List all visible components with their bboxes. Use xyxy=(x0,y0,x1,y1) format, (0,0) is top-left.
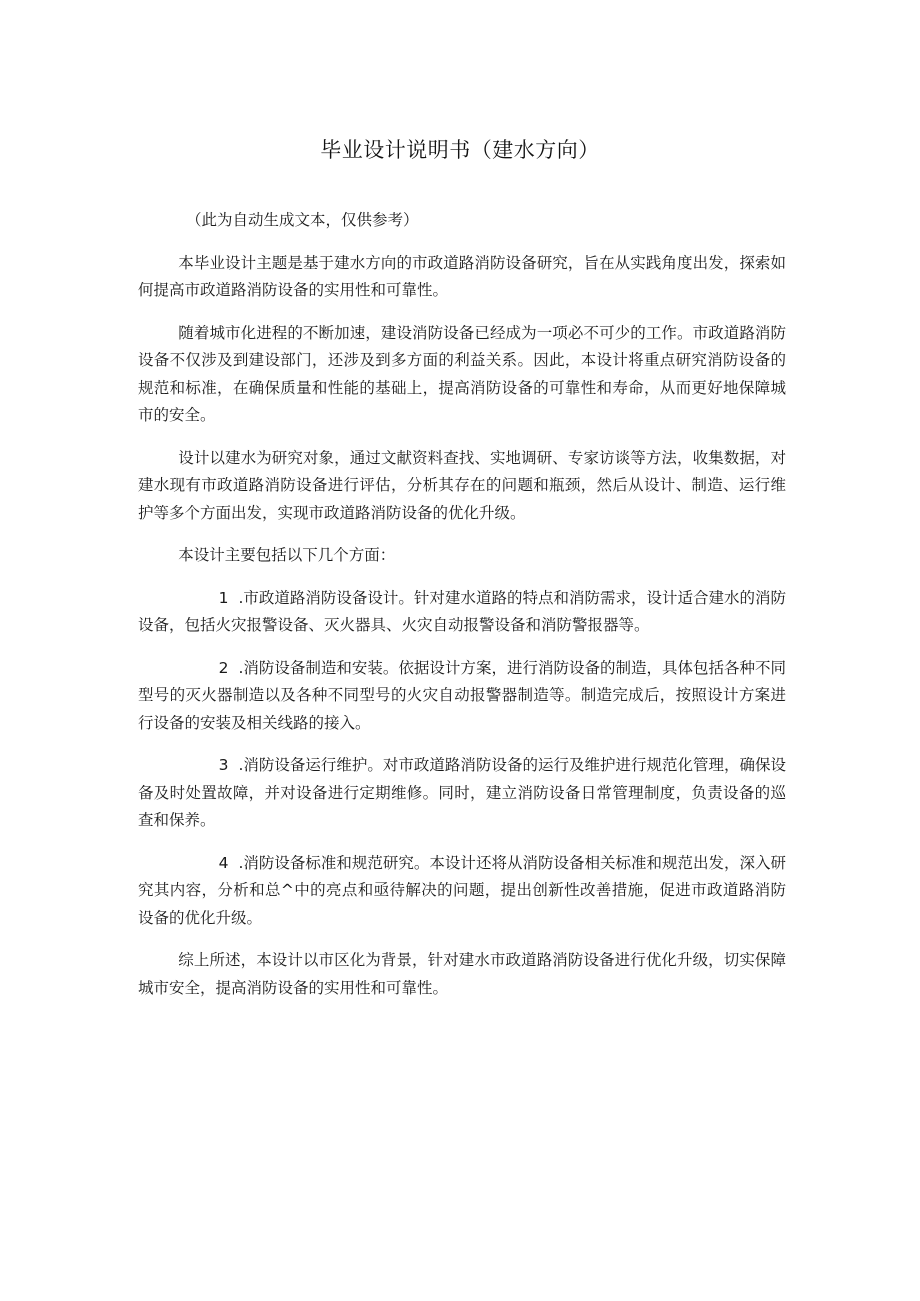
list-item-text: .消防设备标准和规范研究。本设计还将从消防设备相关标准和规范出发，深入研究其内容，分析和总^中的亮点和亟待解决的问题，提出创新性改善措施，促进市政道路消防设备的优化升级。 xyxy=(138,853,786,927)
generated-text-note: （此为自动生成文本，仅供参考） xyxy=(186,211,419,229)
paragraph-conclusion: 综上所述，本设计以市区化为背景，针对建水市政道路消防设备进行优化升级，切实保障城市安全，提高消防设备的实用性和可靠性。 xyxy=(138,951,786,997)
paragraph-background: 随着城市化进程的不断加速，建设消防设备已经成为一项必不可少的工作。市政道路消防设备不仅涉及到建设部门，还涉及到多方面的利益关系。因此，本设计将重点研究消防设备的规范和标准，在确保质量和性能的基础上，提高消防设备的可靠性和寿命，从而更好地保障城市的安全。 xyxy=(138,323,786,424)
document-title: 毕业设计说明书（建水方向） xyxy=(320,138,600,162)
list-item-1 xyxy=(138,585,786,640)
paragraph-intro: 本毕业设计主题是基于建水方向的市政道路消防设备研究，旨在从实践角度出发，探索如何提高市政道路消防设备的实用性和可靠性。 xyxy=(138,253,786,299)
list-item-text: .消防设备运行维护。对市政道路消防设备的运行及维护进行规范化管理，确保设备及时处置故障，并对设备进行定期维修。同时，建立消防设备日常管理制度，负责设备的巡查和保养。 xyxy=(138,756,786,829)
paragraph-scope-lead: 本设计主要包括以下几个方面： xyxy=(178,546,396,564)
list-item-number: 1 xyxy=(218,588,229,607)
list-item-2 xyxy=(138,655,786,738)
list-item-text: .市政道路消防设备设计。针对建水道路的特点和消防需求，设计适合建水的消防设备，包括火灾报警设备、灭火器具、火灾自动报警设备和消防警报器等。 xyxy=(138,588,786,634)
paragraph-method: 设计以建水为研究对象，通过文献资料查找、实地调研、专家访谈等方法，收集数据，对建水现有市政道路消防设备进行评估，分析其存在的问题和瓶颈，然后从设计、制造、运行维护等多个方面出发，实现市政道路消防设备的优化升级。 xyxy=(138,448,786,522)
list-item-number: 2 xyxy=(218,658,229,677)
list-item-3 xyxy=(138,752,786,835)
document-body xyxy=(138,207,786,1017)
list-item-text: .消防设备制造和安装。依据设计方案，进行消防设备的制造，具体包括各种不同型号的灭火器制造以及各种不同型号的火灾自动报警器制造等。制造完成后，按照设计方案进行设备的安装及相关线路的接入。 xyxy=(138,658,786,732)
list-item-number: 4 xyxy=(218,853,229,872)
list-item-4 xyxy=(138,850,786,933)
list-item-number: 3 xyxy=(218,756,229,774)
